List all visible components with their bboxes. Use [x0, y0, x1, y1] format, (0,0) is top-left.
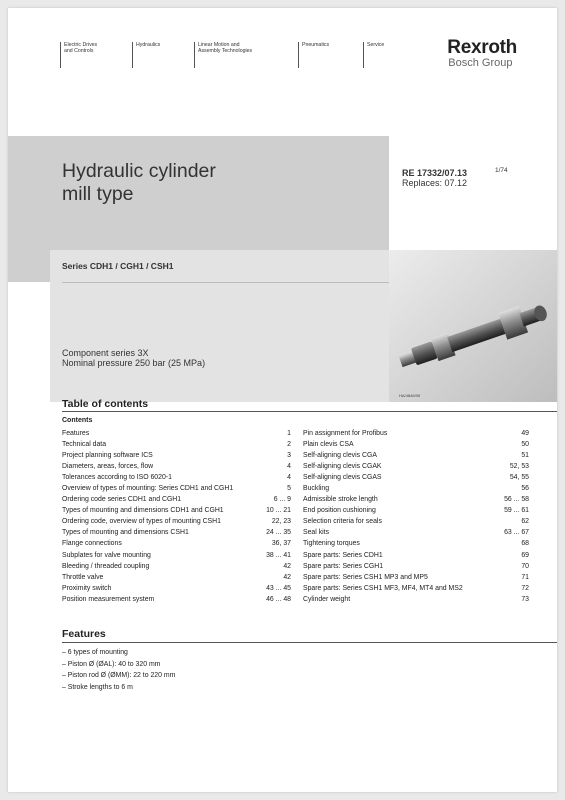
toc-entry-page: 72 — [521, 584, 529, 592]
toc-entry[interactable] — [303, 428, 529, 439]
toc-entry[interactable] — [303, 461, 529, 472]
toc-entry[interactable] — [303, 527, 529, 538]
toc-entry-page: 63 ... 67 — [504, 529, 529, 537]
toc-rule — [62, 411, 557, 412]
toc-entry[interactable] — [62, 594, 291, 605]
toc-entry-page: 6 ... 9 — [273, 496, 291, 504]
toc-entry[interactable] — [62, 472, 291, 483]
nav-label: Electric Drives — [64, 42, 98, 48]
hydraulic-cylinder-image — [389, 250, 557, 402]
page-number: 1/74 — [495, 167, 508, 174]
toc-entry[interactable] — [62, 583, 291, 594]
toc-entry-page: 52, 53 — [509, 463, 529, 471]
toc-entry[interactable] — [303, 494, 529, 505]
toc-entry-title: Self-aligning clevis CGAS — [303, 474, 382, 482]
toc-entry-title: Project planning software ICS — [62, 452, 153, 460]
toc-entry-title: Proximity switch — [62, 584, 112, 592]
toc-entry-title: Technical data — [62, 441, 107, 449]
series-band — [50, 250, 389, 402]
toc-entry-page: 73 — [521, 595, 529, 603]
toc-entry[interactable] — [303, 538, 529, 549]
toc-entry-title: Flange connections — [62, 540, 122, 548]
toc-entry-title: Spare parts: Series CDH1 — [303, 551, 383, 559]
nav-label: Assembly Technologies — [198, 48, 253, 54]
toc-entry-title: Tolerances according to ISO 6020-1 — [62, 474, 172, 482]
toc-entry-page: 51 — [521, 452, 529, 460]
toc-entry-title: Overview of types of mounting: Series CDH1 and CGH1 — [62, 485, 234, 493]
toc-entry[interactable] — [303, 450, 529, 461]
nav-hydraulics[interactable] — [132, 42, 160, 68]
divider — [62, 282, 389, 283]
doc-number: RE 17332/07.13 — [402, 168, 468, 178]
toc-entry-title: Throttle valve — [62, 573, 104, 581]
toc-entry-page: 59 ... 61 — [504, 507, 529, 515]
toc-entry-page: 69 — [521, 551, 529, 559]
nav-label: Pneumatics — [302, 42, 330, 48]
feature-item: – 6 types of mounting — [62, 649, 128, 656]
toc-entry[interactable] — [62, 450, 291, 461]
toc-entry-title: Spare parts: Series CSH1 MF3, MF4, MT4 and MS2 — [303, 584, 463, 592]
toc-entry[interactable] — [62, 439, 291, 450]
toc-entry-title: Spare parts: Series CSH1 MP3 and MP5 — [303, 573, 428, 581]
title-line: Hydraulic cylinder — [62, 160, 216, 182]
toc-entry-page: 36, 37 — [271, 540, 291, 548]
toc-entry-title: Types of mounting and dimensions CSH1 — [62, 529, 189, 537]
logo-brand: Rexroth — [447, 37, 517, 58]
toc-entry[interactable] — [62, 527, 291, 538]
toc-entry-title: Diameters, areas, forces, flow — [62, 463, 154, 471]
toc-entry-title: Subplates for valve mounting — [62, 551, 151, 559]
toc-entry-page: 5 — [287, 485, 291, 493]
toc-entry-page: 3 — [287, 452, 291, 460]
toc-entry-page: 22, 23 — [271, 518, 291, 526]
nav-electric-drives[interactable] — [60, 42, 97, 68]
toc-left-column — [62, 428, 291, 605]
toc-entry-title: Plain clevis CSA — [303, 441, 354, 449]
toc-entry-title: Buckling — [303, 485, 330, 493]
document-number — [402, 168, 467, 188]
feature-item: – Piston rod Ø (ØMM): 22 to 220 mm — [62, 672, 176, 680]
document-page — [8, 8, 557, 792]
toc-entry-page: 2 — [287, 441, 291, 449]
nav-label: Linear Motion and — [198, 42, 240, 48]
nav-label: Hydraulics — [136, 42, 161, 48]
toc-entry-title: Cylinder weight — [303, 595, 351, 603]
toc-entry-page: 24 ... 35 — [266, 529, 291, 537]
features-heading: Features — [62, 628, 106, 640]
toc-entry[interactable] — [62, 505, 291, 516]
toc-entry-page: 42 — [283, 562, 291, 570]
features-rule — [62, 642, 557, 643]
doc-replaces: Replaces: 07.12 — [402, 178, 468, 188]
toc-entry-title: Ordering code series CDH1 and CGH1 — [62, 496, 182, 504]
toc-entry-page: 56 — [521, 485, 529, 493]
toc-entry-title: Pin assignment for Profibus — [303, 430, 388, 437]
toc-entry-page: 42 — [283, 573, 291, 581]
nav-pneumatics[interactable] — [298, 42, 329, 68]
toc-entry-page: 4 — [287, 463, 291, 471]
toc-entry-page: 68 — [521, 540, 529, 548]
nav-linear-motion[interactable] — [194, 42, 252, 68]
toc-entry-title: Self-aligning clevis CGAK — [303, 463, 382, 471]
toc-entry[interactable] — [303, 572, 529, 583]
photo-code: HA/4846/95 — [399, 393, 421, 398]
toc-entry[interactable] — [303, 516, 529, 527]
toc-entry[interactable] — [62, 572, 291, 583]
toc-heading: Table of contents — [62, 398, 149, 410]
page-title — [62, 160, 216, 206]
toc-entry-page: 56 ... 58 — [504, 496, 529, 504]
nav-label: and Controls — [64, 48, 94, 54]
series-label: Series CDH1 / CGH1 / CSH1 — [62, 261, 174, 271]
toc-entry-title: Tightening torques — [303, 540, 360, 548]
toc-entry-page: 10 ... 21 — [266, 507, 291, 515]
toc-entry-title: End position cushioning — [303, 507, 376, 515]
toc-entry-title: Admissible stroke length — [303, 496, 378, 504]
toc-entry-page: 71 — [521, 573, 529, 581]
toc-entry[interactable] — [62, 494, 291, 505]
toc-entry-title: Bleeding / threaded coupling — [62, 562, 150, 570]
toc-entry-title: Self-aligning clevis CGA — [303, 452, 377, 460]
feature-item: – Stroke lengths to 6 m — [62, 683, 133, 691]
rexroth-logo — [447, 38, 517, 69]
toc-entry[interactable] — [303, 472, 529, 483]
component-info — [62, 349, 205, 368]
toc-entry[interactable] — [303, 561, 529, 572]
toc-entry[interactable] — [303, 594, 529, 605]
toc-entry-page: 46 ... 48 — [266, 595, 291, 603]
component-series: Component series 3X — [62, 348, 149, 358]
toc-entry-title: Types of mounting and dimensions CDH1 and CGH1 — [62, 507, 224, 515]
title-line: mill type — [62, 183, 134, 205]
toc-entry[interactable] — [62, 561, 291, 572]
logo-group: Bosch Group — [448, 57, 513, 69]
toc-entry[interactable] — [303, 483, 529, 494]
nominal-pressure: Nominal pressure 250 bar (25 MPa) — [62, 357, 206, 368]
toc-entry[interactable] — [303, 439, 529, 450]
nav-service[interactable] — [363, 42, 384, 68]
toc-entry[interactable] — [62, 428, 291, 439]
toc-entry[interactable] — [62, 483, 291, 494]
toc-right-column — [303, 428, 529, 605]
cylinder-photo — [389, 250, 557, 402]
toc-entry-title: Ordering code, overview of types of mounting CSH1 — [62, 518, 221, 526]
toc-entry-page: 70 — [521, 562, 529, 570]
toc-entry-page: 43 ... 45 — [266, 584, 291, 592]
toc-entry[interactable] — [62, 461, 291, 472]
toc-entry-page: 1 — [287, 430, 291, 437]
toc-entry[interactable] — [303, 550, 529, 561]
toc-entry-title: Seal kits — [303, 529, 330, 537]
toc-entry[interactable] — [62, 538, 291, 549]
feature-item: – Piston Ø (ØAL): 40 to 320 mm — [62, 660, 161, 668]
toc-entry-title: Features — [62, 430, 90, 437]
features-list — [62, 647, 175, 693]
toc-entry-title: Position measurement system — [62, 595, 155, 603]
toc-entry[interactable] — [62, 550, 291, 561]
toc-entry-page: 54, 55 — [509, 474, 529, 482]
toc-entry-page: 62 — [521, 518, 529, 526]
toc-entry[interactable] — [62, 516, 291, 527]
toc-entry-page: 49 — [521, 430, 529, 437]
toc-entry[interactable] — [303, 505, 529, 516]
toc-entry[interactable] — [303, 583, 529, 594]
nav-label: Service — [367, 42, 385, 48]
toc-entry-title: Selection criteria for seals — [303, 518, 382, 526]
toc-entry-page: 38 ... 41 — [266, 551, 291, 559]
contents-label: Contents — [62, 417, 93, 424]
toc-entry-page: 4 — [287, 474, 291, 482]
toc-entry-page: 50 — [521, 441, 529, 449]
toc-entry-title: Spare parts: Series CGH1 — [303, 562, 384, 570]
